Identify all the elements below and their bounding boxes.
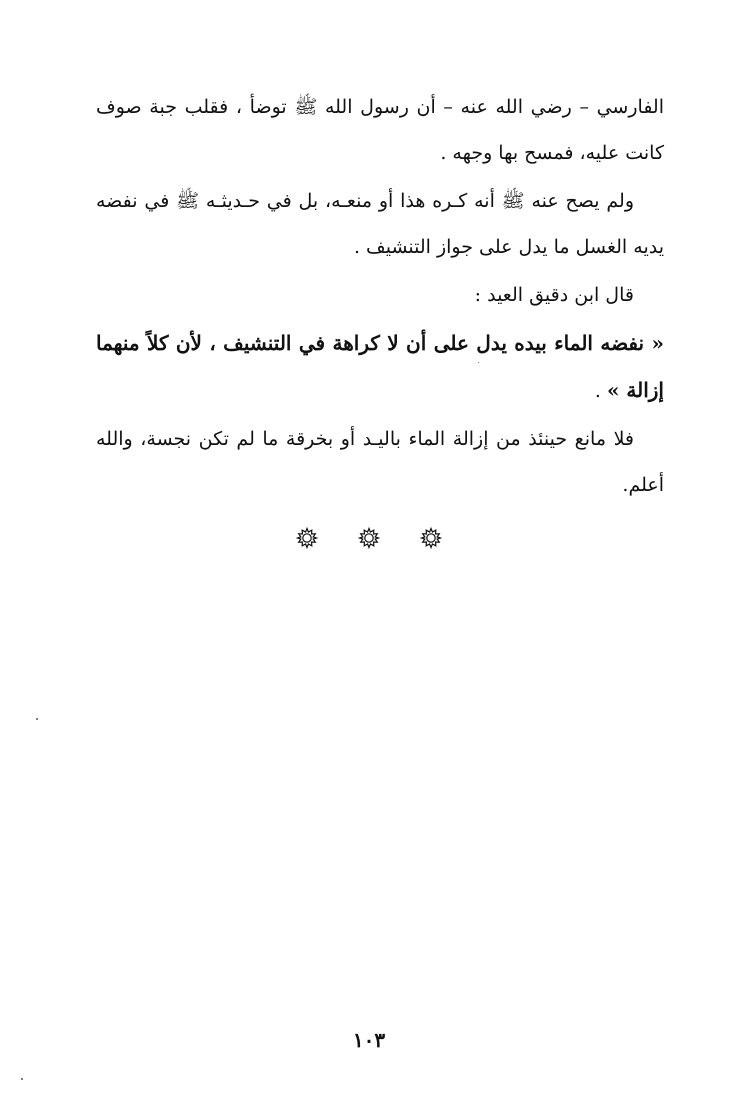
scan-speck [21,1078,23,1080]
flower-ornament-icon [358,527,380,549]
quote-paragraph [96,320,664,414]
paragraph-5: فلا مانع حينئذ من إزالة الماء باليـد أو بخرقة ما لم تكن نجسة، والله أعلم. [96,428,664,496]
flower-ornament-icon [420,527,442,549]
quote-text: « نفضه الماء بيده يدل على أن لا كراهة في التنشيف ، لأن كلاً منهما إزالة » [96,331,664,402]
main-text [96,84,664,510]
paragraph-2: ولم يصح عنه ﷺ أنه كـره هذا أو منعـه، بل في حـديثـه ﷺ في نفضه يديه الغسل ما يدل على جواز التنشيف . [96,190,664,258]
flower-ornament-icon [296,527,318,549]
paragraph-1: الفارسي – رضي الله عنه – أن رسول الله ﷺ توضأ ، فقلب جبة صوف كانت عليه، فمسح بها وجهه . [96,96,664,164]
scan-speck [478,362,479,363]
paragraph-3: قال ابن دقيق العيد : [474,284,634,306]
section-divider [0,527,738,549]
quote-tail: . [594,380,607,402]
page-number: ١٠٣ [352,1028,386,1052]
scan-speck [36,718,38,720]
